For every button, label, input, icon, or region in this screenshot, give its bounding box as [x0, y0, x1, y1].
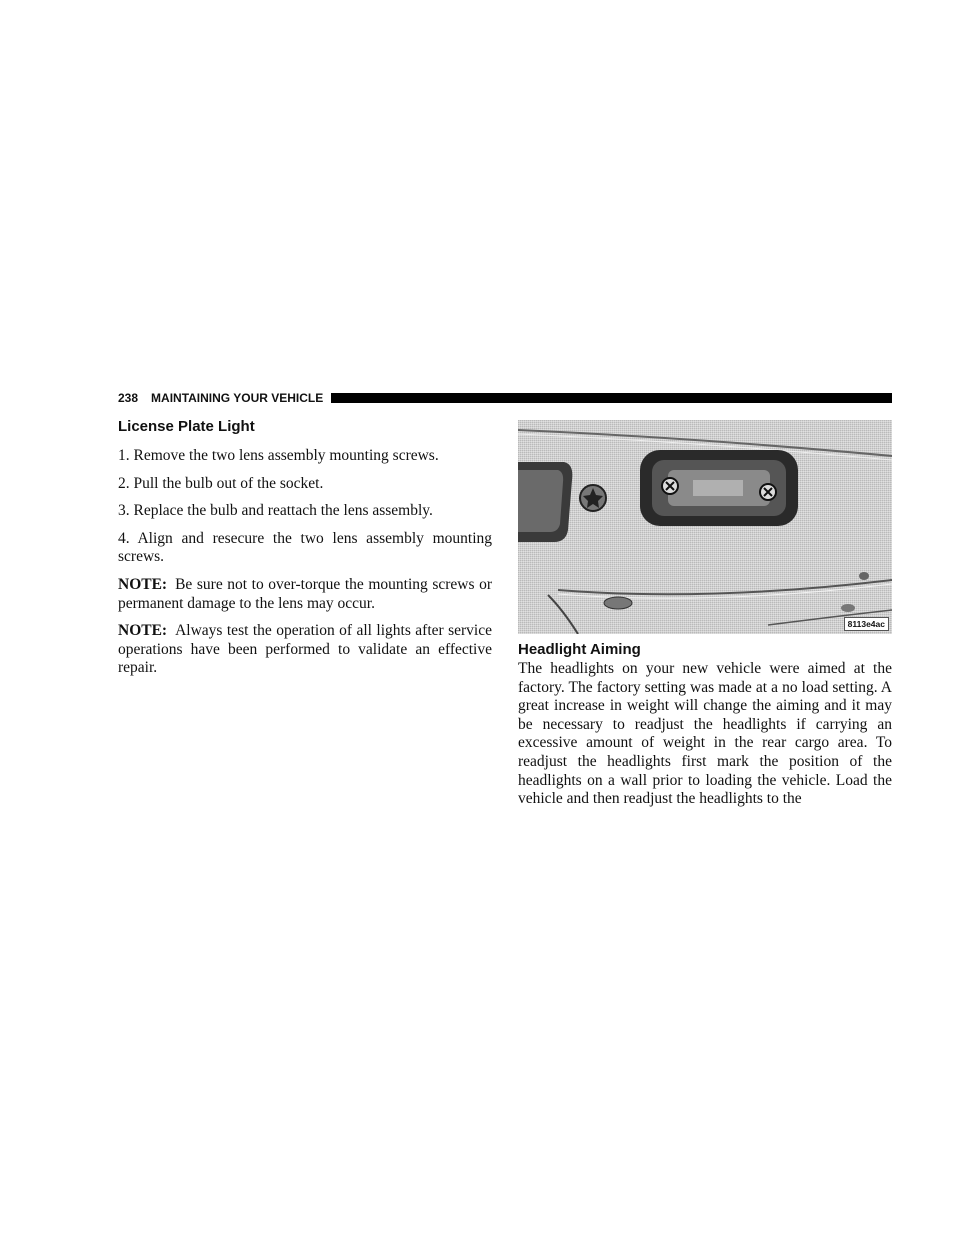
- section-title: MAINTAINING YOUR VEHICLE: [151, 391, 324, 405]
- header-rule: [331, 393, 892, 403]
- license-plate-light-heading: License Plate Light: [118, 418, 255, 435]
- note-2-label: NOTE:: [118, 622, 168, 640]
- figure-label: 8113e4ac: [844, 617, 889, 631]
- license-plate-light-figure: [518, 420, 892, 634]
- step-1: 1. Remove the two lens assembly mounting screws.: [118, 447, 439, 464]
- step-3: 3. Replace the bulb and reattach the lens assembly.: [118, 502, 433, 520]
- license-plate-light-illustration: [518, 420, 892, 634]
- step-4: 4. Align and resecure the two lens assembly mounting screws.: [118, 529, 492, 566]
- left-column: [118, 417, 492, 678]
- headlight-aiming-heading: Headlight Aiming: [518, 641, 641, 658]
- note-2: [118, 622, 492, 678]
- right-column: [518, 420, 892, 809]
- page-header: [118, 389, 892, 407]
- note-1: [118, 576, 492, 613]
- note-1-label: NOTE:: [118, 575, 168, 593]
- note-2-text: Always test the operation of all lights after service operations have been performed to validate an effective repair.: [118, 622, 492, 677]
- note-1-text: Be sure not to over-torque the mounting screws or permanent damage to the lens may occur.: [118, 575, 492, 612]
- page-number: 238: [118, 391, 139, 405]
- step-2: 2. Pull the bulb out of the socket.: [118, 474, 324, 492]
- headlight-aiming-paragraph: The headlights on your new vehicle were aimed at the factory. The factory setting was made at a no load setting. A great increase in weight will change the aiming and it may be necessary to readjust the headlights if carrying an excessive amount of weight in the rear cargo area. To readjust the headlights first mark the position of the headlights on a wall prior to loading the vehicle. Load the vehicle and then readjust the headlights to the: [518, 660, 892, 808]
